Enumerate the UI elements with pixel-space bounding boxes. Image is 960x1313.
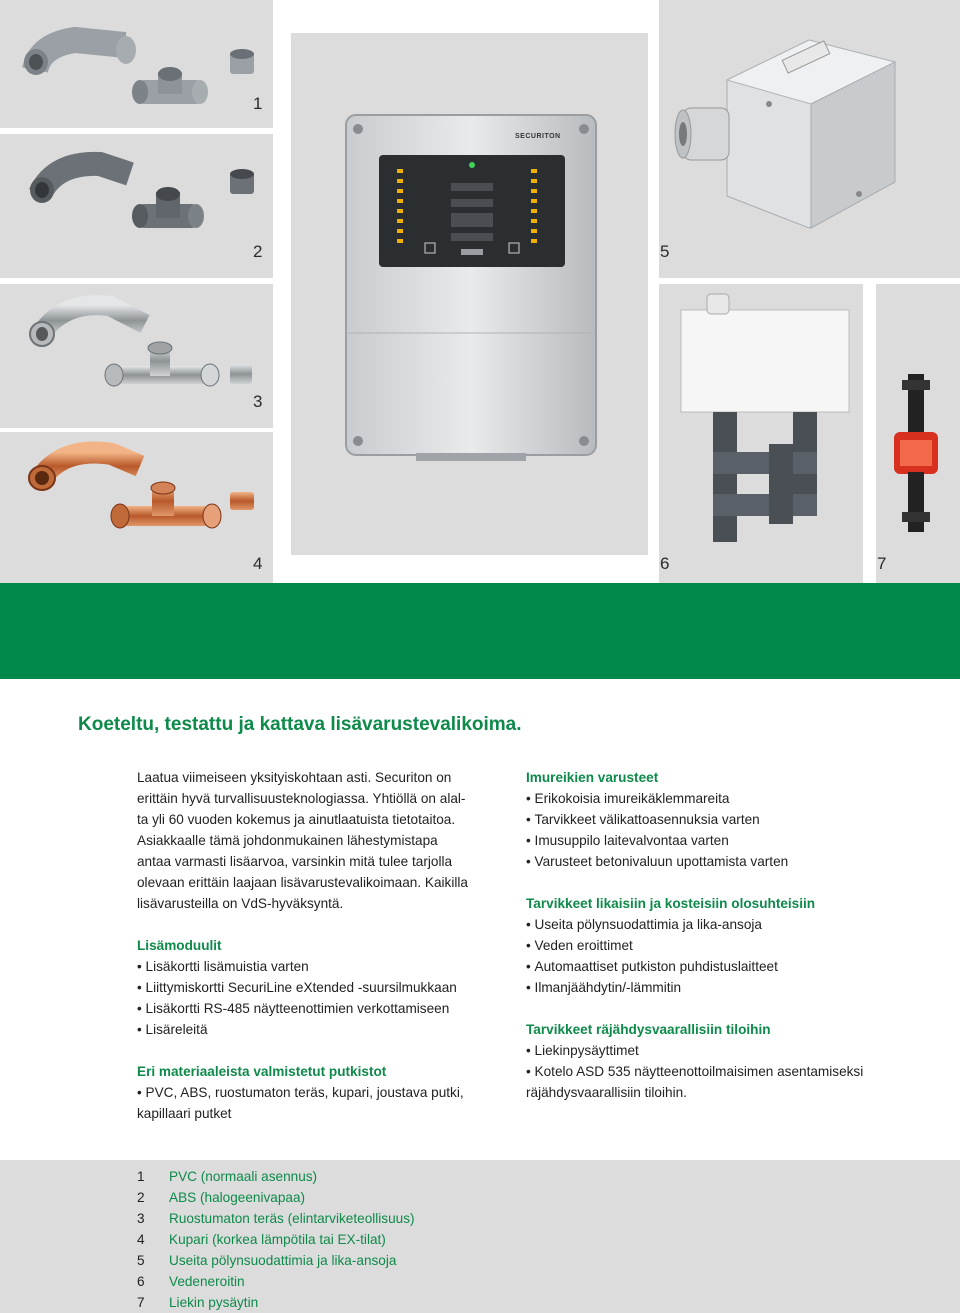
pvc-fittings-image xyxy=(0,0,273,128)
panel-number: 7 xyxy=(877,554,887,573)
section-title-intake: Imureikien varusteet xyxy=(526,770,659,785)
legend-text: Liekin pysäytin xyxy=(169,1295,259,1310)
legend-list xyxy=(137,1166,415,1313)
list-item: • Erikokoisia imureikäklemmareita xyxy=(526,788,926,809)
device-brand-label: SECURITON xyxy=(515,133,561,140)
pipes-list xyxy=(137,1082,507,1103)
legend-row xyxy=(137,1229,415,1250)
section-title-dirty: Tarvikkeet likaisiin ja kosteisiin olosuhteisiin xyxy=(526,896,816,911)
legend-number: 6 xyxy=(137,1274,145,1289)
panel-number: 2 xyxy=(253,242,263,261)
legend-text: PVC (normaali asennus) xyxy=(169,1169,318,1184)
intro-line: antaa varmasti lisäarvoa, varsinkin mitä tulee tarjolla xyxy=(137,854,453,869)
panel-4-copper xyxy=(0,432,273,583)
intro-line: erittäin hyvä turvallisuusteknologiassa. Yhtiöllä on alal- xyxy=(137,791,466,806)
list-item: • Kotelo ASD 535 näytteenottoilmaisimen asentamiseksi xyxy=(526,1061,926,1082)
intro-line: Laatua viimeiseen yksityiskohtaan asti. Securiton on xyxy=(137,770,452,785)
legend-number: 5 xyxy=(137,1253,145,1268)
explosive-list xyxy=(526,1040,926,1082)
panel-3-stainless xyxy=(0,284,273,428)
section-title-explosive: Tarvikkeet räjähdysvaarallisiin tiloihin xyxy=(526,1022,771,1037)
legend-number: 7 xyxy=(137,1295,145,1310)
legend-row xyxy=(137,1250,415,1271)
list-item: • Tarvikkeet välikattoasennuksia varten xyxy=(526,809,926,830)
legend-text: ABS (halogeenivapaa) xyxy=(169,1190,306,1205)
legend-text: Kupari (korkea lämpötila tai EX-tilat) xyxy=(169,1232,386,1247)
dust-filter-box-image xyxy=(659,0,960,278)
right-text-column xyxy=(526,767,926,1103)
panel-device xyxy=(291,33,648,555)
section-title-modules: Lisämoduulit xyxy=(137,938,222,953)
list-item: • Lisäkortti RS-485 näytteenottimien verkottamiseen xyxy=(137,998,507,1019)
section-title-pipes: Eri materiaaleista valmistetut putkistot xyxy=(137,1064,387,1079)
legend-row xyxy=(137,1166,415,1187)
legend-number: 1 xyxy=(137,1169,145,1184)
list-item: • PVC, ABS, ruostumaton teräs, kupari, joustava putki, xyxy=(137,1082,507,1103)
stainless-fittings-image xyxy=(0,284,273,428)
intake-list xyxy=(526,788,926,872)
list-item: • Imusuppilo laitevalvontaa varten xyxy=(526,830,926,851)
modules-list xyxy=(137,956,507,1040)
panel-2-abs xyxy=(0,134,273,278)
list-item: • Veden eroittimet xyxy=(526,935,926,956)
copper-fittings-image xyxy=(0,432,273,583)
legend-number: 2 xyxy=(137,1190,145,1205)
list-item: • Lisäreleitä xyxy=(137,1019,507,1040)
list-item: • Liittymiskortti SecuriLine eXtended -suursilmukkaan xyxy=(137,977,507,998)
list-item: • Useita pölynsuodattimia ja lika-ansoja xyxy=(526,914,926,935)
detector-device-image xyxy=(291,33,648,555)
green-divider-band xyxy=(0,583,960,679)
legend-number: 3 xyxy=(137,1211,145,1226)
list-item: • Liekinpysäyttimet xyxy=(526,1040,926,1061)
panel-number: 5 xyxy=(660,242,670,261)
panel-number: 4 xyxy=(253,554,263,573)
panel-1-pvc xyxy=(0,0,273,128)
abs-fittings-image xyxy=(0,134,273,278)
list-item-continuation: kapillaari putket xyxy=(137,1106,232,1121)
legend-number: 4 xyxy=(137,1232,145,1247)
panel-7-flame-arrester xyxy=(876,284,960,583)
intro-line: Asiakkaalle tämä johdonmukainen lähestymistapa xyxy=(137,833,438,848)
page-headline: Koeteltu, testattu ja kattava lisävarustevalikoima. xyxy=(78,714,522,735)
legend-text: Useita pölynsuodattimia ja lika-ansoja xyxy=(169,1253,397,1268)
list-item-continuation: räjähdysvaarallisiin tiloihin. xyxy=(526,1085,687,1100)
legend-text: Ruostumaton teräs (elintarviketeollisuus) xyxy=(169,1211,415,1226)
legend-text: Vedeneroitin xyxy=(169,1274,245,1289)
legend-row xyxy=(137,1271,415,1292)
list-item: • Ilmanjäähdytin/-lämmitin xyxy=(526,977,926,998)
legend-row xyxy=(137,1187,415,1208)
list-item: • Varusteet betonivaluun upottamista varten xyxy=(526,851,926,872)
intro-line: ta yli 60 vuoden kokemus ja ainutlaatuista tietotaitoa. xyxy=(137,812,456,827)
water-separator-image xyxy=(659,284,863,583)
dirty-list xyxy=(526,914,926,998)
flame-arrester-image xyxy=(876,284,960,583)
list-item: • Automaattiset putkiston puhdistuslaitteet xyxy=(526,956,926,977)
intro-line: olevaan erittäin laajaan lisävarustevalikoimaan. Kaikilla xyxy=(137,875,468,890)
panel-number: 3 xyxy=(253,392,263,411)
list-item: • Lisäkortti lisämuistia varten xyxy=(137,956,507,977)
panel-6-separator xyxy=(659,284,863,583)
panel-number: 1 xyxy=(253,94,263,113)
panel-5-filter xyxy=(659,0,960,278)
legend-row xyxy=(137,1292,415,1313)
left-text-column xyxy=(137,767,507,1124)
legend-row xyxy=(137,1208,415,1229)
intro-line: lisävarusteilla on VdS-hyväksyntä. xyxy=(137,896,344,911)
panel-number: 6 xyxy=(660,554,670,573)
